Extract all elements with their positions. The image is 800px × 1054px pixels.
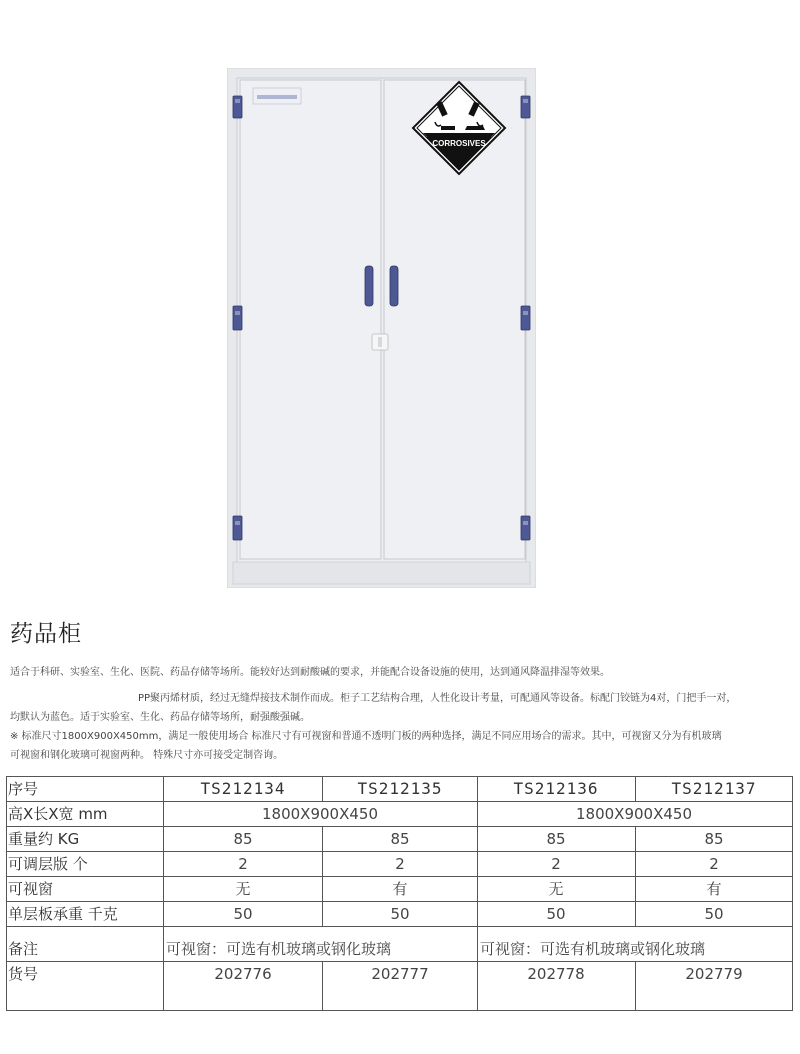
model-number: TS212136 [513, 779, 599, 798]
label-note: 备注 [8, 940, 39, 958]
weight-value: 85 [704, 830, 724, 848]
shelves-value: 2 [238, 855, 248, 873]
note-value: 可视窗：可选有机玻璃或钢化玻璃 [166, 940, 392, 958]
weight-value: 85 [546, 830, 566, 848]
label-load: 单层板承重 千克 [8, 905, 118, 923]
window-value: 无 [548, 880, 564, 898]
item-number-value: 202776 [214, 965, 272, 983]
model-number: TS212135 [357, 779, 443, 798]
shelves-value: 2 [395, 855, 405, 873]
label-window: 可视窗 [8, 880, 54, 898]
item-number-value: 202779 [685, 965, 743, 983]
shelves-value: 2 [551, 855, 561, 873]
model-number: TS212137 [671, 779, 757, 798]
load-value: 50 [233, 905, 253, 923]
shelves-value: 2 [709, 855, 719, 873]
model-number: TS212134 [200, 779, 286, 798]
load-value: 50 [704, 905, 724, 923]
hazard-label: CORROSIVES [432, 139, 486, 148]
item-number-value: 202777 [371, 965, 429, 983]
label-weight: 重量约 KG [8, 830, 80, 848]
window-value: 无 [235, 880, 251, 898]
spec-table [6, 776, 793, 1011]
description-detail [10, 689, 795, 765]
weight-value: 85 [233, 830, 253, 848]
product-title: 药品柜 [10, 621, 82, 647]
dimension-value: 1800X900X450 [262, 805, 378, 823]
item-number-value: 202778 [527, 965, 585, 983]
label-item-number: 货号 [8, 965, 39, 983]
load-value: 50 [546, 905, 566, 923]
label-dimensions: 高X长X宽 mm [8, 805, 108, 823]
window-value: 有 [706, 880, 722, 898]
label-serial: 序号 [8, 780, 39, 798]
cabinet-image [227, 68, 536, 588]
weight-value: 85 [390, 830, 410, 848]
load-value: 50 [390, 905, 410, 923]
description-intro: 适合于科研、实验室、生化、医院、药品存储等场所。能较好达到耐酸碱的要求，并能配合设备设施的使用，达到通风降温排湿等效果。 [10, 667, 610, 678]
description-line: 可视窗和钢化玻璃可视窗两种。 特殊尺寸亦可接受定制咨询。 [10, 750, 284, 761]
description-line: PP聚丙烯材质，经过无缝焊接技术制作而成。柜子工艺结构合理，人性化设计考量，可配通风等设备。标配门铰链为4对，门把手一对， [138, 693, 737, 704]
window-value: 有 [392, 880, 408, 898]
dimension-value: 1800X900X450 [576, 805, 692, 823]
description-line: ※ 标准尺寸1800X900X450mm，满足一般使用场合 标准尺寸有可视窗和普通不透明门板的两种选择，满足不同应用场合的需求。其中，可视窗又分为有机玻璃 [10, 731, 722, 742]
label-shelves: 可调层版 个 [8, 855, 88, 873]
note-value: 可视窗：可选有机玻璃或钢化玻璃 [480, 940, 706, 958]
description-line: 均默认为蓝色。适于实验室、生化、药品存储等场所，耐强酸强碱。 [10, 712, 310, 723]
